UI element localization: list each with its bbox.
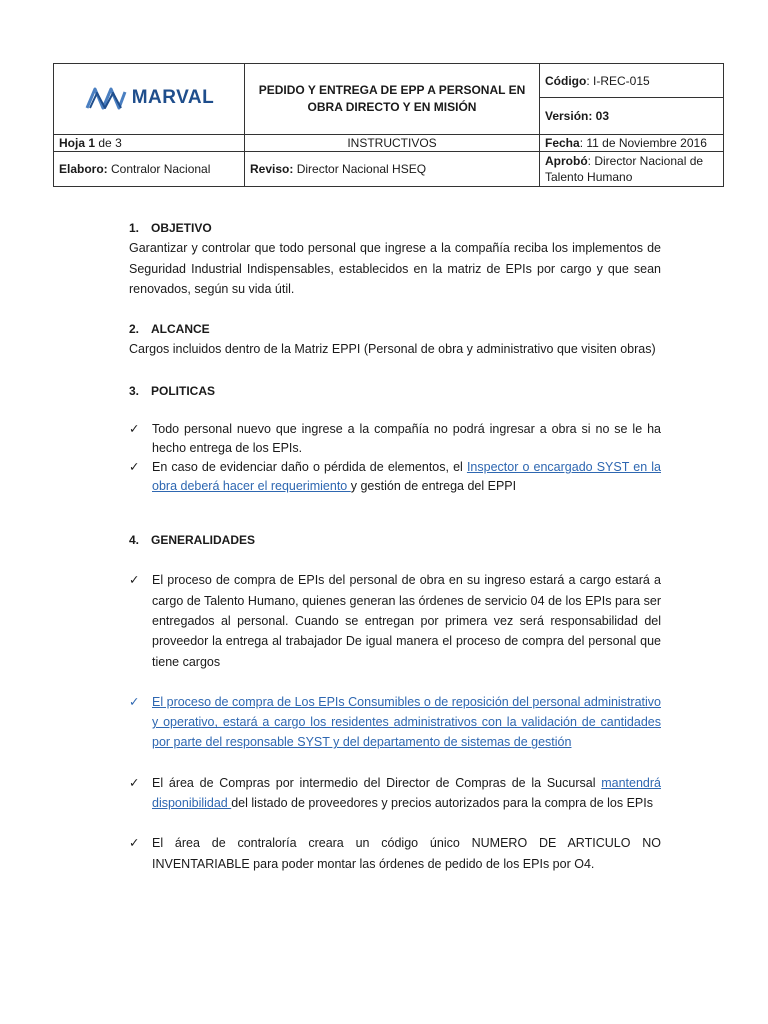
elaboro-label: Elaboro:: [59, 162, 108, 176]
section-number: 1.: [129, 221, 140, 235]
marval-wave-icon: [84, 84, 128, 112]
check-icon: ✓: [129, 573, 140, 588]
aprobo-cell: [540, 152, 724, 187]
objetivo-text: Garantizar y controlar que todo personal que ingrese a la compañía reciba los implementos de Seguridad Industrial Indispensables, establecidos en la matriz de EPIs por cargo y que sean renovados, según su vida útil.: [129, 241, 661, 296]
hoja-cell: [54, 135, 245, 152]
codigo-cell: [540, 64, 724, 98]
section-title: GENERALIDADES: [151, 533, 256, 548]
aprobo-value: : Director Nacional de Talento Humano: [545, 154, 704, 184]
alcance-text: Cargos incluidos dentro de la Matriz EPPI (Personal de obra y administrativo que visiten obras): [129, 342, 656, 357]
fecha-cell: [540, 135, 724, 152]
list-item: [129, 773, 661, 814]
reviso-value: Director Nacional HSEQ: [293, 162, 427, 176]
check-icon: ✓: [129, 460, 140, 475]
logo-cell: [54, 64, 245, 135]
check-icon: ✓: [129, 422, 140, 437]
reviso-cell: [245, 152, 540, 187]
header-table: [53, 63, 724, 187]
hoja-num: 1: [88, 136, 96, 150]
section-title: OBJETIVO: [151, 221, 212, 235]
section-generalidades: [129, 530, 661, 874]
check-icon: ✓: [129, 836, 140, 851]
fecha-value: : 11 de Noviembre 2016: [579, 136, 707, 150]
item-text: Todo personal nuevo que ingrese a la compañía no podrá ingresar a obra si no se le ha hecho entrega de los EPIs.: [152, 422, 661, 456]
list-item: [129, 692, 661, 753]
instructivos-cell: INSTRUCTIVOS: [245, 135, 540, 152]
section-heading: [129, 218, 661, 238]
marval-logo: [84, 84, 215, 112]
list-item: [129, 570, 661, 671]
item-text: del listado de proveedores y precios autorizados para la compra de los EPIs: [231, 796, 653, 811]
hoja-rest: de 3: [95, 136, 122, 150]
compra-consumibles-link[interactable]: El proceso de compra de Los EPIs Consumibles o de reposición del personal administrativo y operativo, estará a cargo los residentes administrativos con la validación de cantidades por parte del responsable SYST y del departamento de sistemas de gestión: [152, 694, 661, 750]
hoja-label: Hoja: [59, 136, 86, 150]
section-alcance: [129, 319, 661, 360]
item-text: En caso de evidenciar daño o pérdida de elementos, el: [152, 460, 467, 475]
disponibilidad-link[interactable]: mantendrá disponibilidad: [152, 775, 661, 811]
document-body: [129, 218, 661, 874]
logo-text: MARVAL: [131, 86, 215, 108]
check-icon: ✓: [129, 775, 140, 790]
fecha-label: Fecha: [545, 136, 580, 150]
section-title: POLITICAS: [151, 383, 216, 398]
list-item: [129, 420, 661, 458]
codigo-value: : I-REC-015: [586, 73, 650, 88]
politicas-list: [129, 420, 661, 496]
section-politicas: [129, 381, 661, 496]
elaboro-value: Contralor Nacional: [107, 162, 211, 176]
item-text: El área de contraloría creara un código único NUMERO DE ARTICULO NO INVENTARIABLE para poder montar las órdenes de pedido de los EPIs por O4.: [152, 836, 661, 871]
section-number: 4.: [129, 533, 140, 548]
item-text: El proceso de compra de EPIs del personal de obra en su ingreso estará a cargo estará a cargo de Talento Humano, quienes generan las órdenes de servicio 04 de los EPIs para ser entregados al personal. Cuando se entregan por primera vez será responsabilidad del proveedor la entrega al trabajador De igual manera el proceso de compra del personal que tiene cargos: [152, 573, 661, 669]
section-heading: [129, 319, 661, 339]
document-title: PEDIDO Y ENTREGA DE EPP A PERSONAL EN OBRA DIRECTO Y EN MISIÓN: [245, 64, 540, 135]
section-title: ALCANCE: [151, 322, 210, 337]
section-heading: [129, 381, 661, 401]
elaboro-cell: [54, 152, 245, 187]
section-objetivo: [129, 218, 661, 299]
inspector-link[interactable]: Inspector o encargado SYST en la obra deberá hacer el requerimiento: [152, 460, 661, 494]
aprobo-label: Aprobó: [545, 154, 588, 168]
list-item: [129, 833, 661, 874]
reviso-label: Reviso:: [250, 162, 294, 176]
codigo-label: Código: [545, 73, 587, 88]
item-text: El área de Compras por intermedio del Director de Compras de la Sucursal: [152, 775, 602, 790]
version-cell: Versión: 03: [540, 98, 724, 135]
section-number: 3.: [129, 383, 140, 398]
item-text: y gestión de entrega del EPPI: [350, 479, 517, 494]
section-heading: [129, 530, 661, 550]
generalidades-list: [129, 570, 661, 874]
check-icon: ✓: [129, 694, 140, 709]
list-item: [129, 458, 661, 496]
section-number: 2.: [129, 322, 140, 337]
